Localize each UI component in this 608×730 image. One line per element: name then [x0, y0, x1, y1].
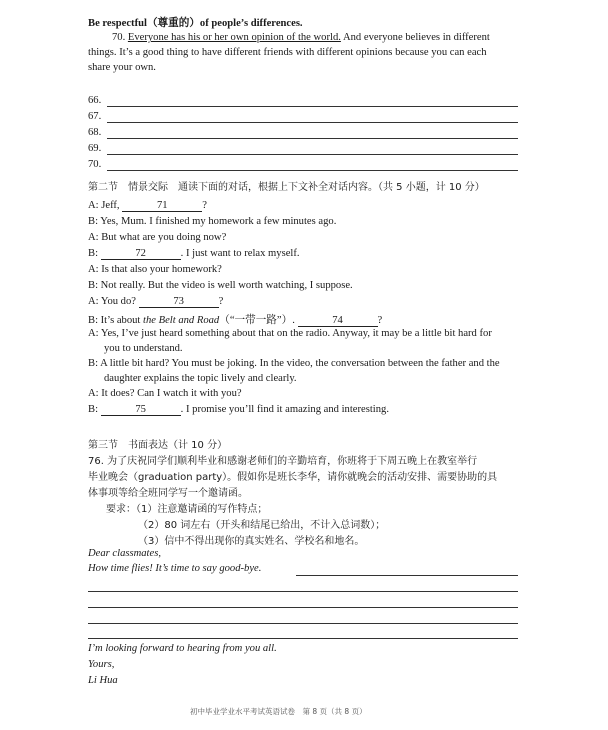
requirement-3: （3）信中不得出现你的真实姓名、学校名和地名。	[138, 536, 365, 547]
dialogue-text: B: Yes, Mum. I finished my homework a few minutes ago.	[88, 216, 337, 227]
letter-signoff: Yours,	[88, 659, 115, 670]
underlined-sentence: Everyone has his or her own opinion of the world.	[127, 32, 341, 43]
answer-line-number: 68.	[88, 127, 102, 138]
answer-line-number: 66.	[88, 95, 102, 106]
sentence-number: 70.	[112, 32, 128, 43]
answer-line[interactable]	[107, 170, 518, 171]
dialogue-line	[88, 312, 382, 327]
requirement-2: （2）80 词左右（开头和结尾已给出，不计入总词数）；	[138, 520, 386, 531]
dialogue-text: A: Yes, I’ve just heard something about that on the radio. Anyway, it may be a little bit hard for	[88, 328, 492, 339]
answer-blank[interactable]: 72	[101, 248, 181, 260]
dialogue-line	[88, 264, 222, 275]
answer-blank[interactable]: 75	[101, 404, 181, 416]
dialogue-text: A: Is that also your homework?	[88, 264, 222, 275]
prompt-line-2: 毕业晚会（graduation party）。假如你是班长李华，请你就晚会的活动安排、需要协助的具	[88, 472, 498, 483]
dialogue-text: A: Jeff,	[88, 200, 123, 211]
answer-line-number: 70.	[88, 159, 102, 170]
requirement-1: 要求：（1）注意邀请函的写作特点；	[106, 504, 268, 515]
dialogue-line	[88, 328, 492, 339]
dialogue-continuation: daughter explains the topic lively and clearly.	[104, 373, 297, 384]
dialogue-text: B:	[88, 248, 101, 259]
passage-line-3: share your own.	[88, 62, 156, 73]
letter-name: Li Hua	[88, 675, 118, 686]
letter-greeting: Dear classmates,	[88, 548, 161, 559]
passage-text: And everyone believes in different	[340, 32, 490, 43]
answer-line[interactable]	[107, 154, 518, 155]
section3-title: 第三节 书面表达（计 10 分）	[88, 440, 228, 451]
passage-line-1	[112, 32, 490, 43]
writing-line[interactable]	[88, 591, 518, 592]
answer-blank[interactable]: 71	[122, 200, 202, 212]
dialogue-line	[88, 216, 336, 227]
writing-line[interactable]	[296, 575, 518, 576]
dialogue-line	[88, 248, 300, 260]
dialogue-line	[88, 200, 207, 212]
dialogue-text: A: But what are you doing now?	[88, 232, 227, 243]
prompt-line-1: 76. 为了庆祝同学们顺利毕业和感谢老师们的辛勤培育，你班将于下周五晚上在教室举行	[88, 456, 478, 467]
dialogue-text: （“一带一路”）.	[219, 315, 298, 326]
answer-blank[interactable]: 73	[139, 296, 219, 308]
passage-line-2: things. It’s a good thing to have different friends with different opinions because you can each	[88, 47, 487, 58]
letter-closing: I’m looking forward to hearing from you all.	[88, 643, 277, 654]
answer-blank[interactable]: 74	[298, 315, 378, 327]
dialogue-text: B: Not really. But the video is well worth watching, I suppose.	[88, 280, 353, 291]
writing-line[interactable]	[88, 607, 518, 608]
dialogue-text: B:	[88, 404, 101, 415]
writing-line[interactable]	[88, 638, 518, 639]
prompt-line-3: 体事项等给全班同学写一个邀请函。	[88, 488, 248, 499]
dialogue-text: B: It’s about	[88, 315, 144, 326]
dialogue-line	[88, 388, 242, 399]
answer-line[interactable]	[107, 122, 518, 123]
dialogue-text: B: A little bit hard? You must be joking. In the video, the conversation between the father and the	[88, 358, 500, 369]
answer-line-number: 69.	[88, 143, 102, 154]
passage-heading: Be respectful（尊重的）of people’s differences.	[88, 18, 303, 29]
writing-line[interactable]	[88, 623, 518, 624]
answer-line[interactable]	[107, 138, 518, 139]
section2-title: 第二节 情景交际 通读下面的对话，根据上下文补全对话内容。（共 5 小题，计 10 分）	[88, 182, 485, 193]
answer-line[interactable]	[107, 106, 518, 107]
dialogue-continuation: you to understand.	[104, 343, 183, 354]
answer-line-number: 67.	[88, 111, 102, 122]
dialogue-line	[88, 280, 353, 291]
letter-opening: How time flies! It’s time to say good-bye.	[88, 563, 262, 574]
dialogue-line	[88, 296, 223, 308]
dialogue-text: . I just want to relax myself.	[180, 248, 300, 259]
dialogue-line	[88, 404, 389, 416]
dialogue-italic: the Belt and Road	[143, 315, 220, 326]
page-footer: 初中毕业学业水平考试英语试卷 第 8 页（共 8 页）	[190, 707, 367, 716]
dialogue-text: A: You do?	[88, 296, 139, 307]
dialogue-text: ?	[377, 315, 383, 326]
dialogue-text: . I promise you’ll find it amazing and interesting.	[180, 404, 389, 415]
dialogue-text: ?	[218, 296, 224, 307]
dialogue-text: ?	[202, 200, 207, 211]
dialogue-text: A: It does? Can I watch it with you?	[88, 388, 242, 399]
dialogue-line	[88, 232, 226, 243]
dialogue-line	[88, 358, 500, 369]
